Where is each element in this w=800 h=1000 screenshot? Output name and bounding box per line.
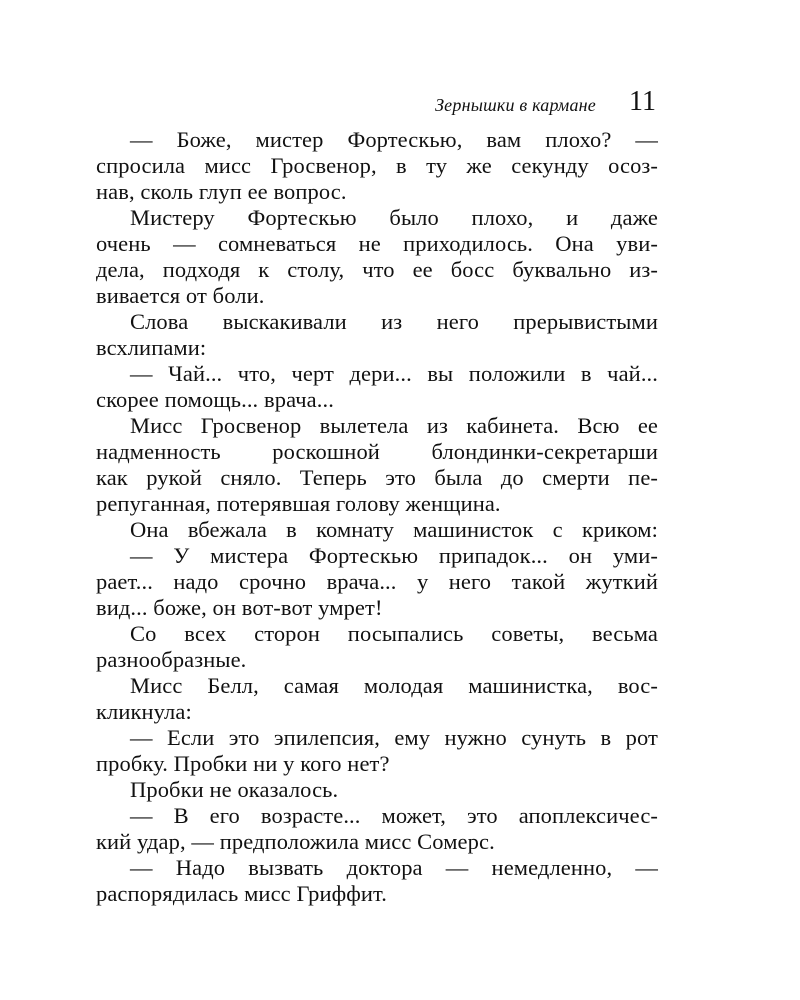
text-line: Мисс Гросвенор вылетела из кабинета. Всю ее [130, 413, 658, 438]
page-number: 11 [629, 86, 656, 117]
text-line: спросила мисс Гросвенор, в ту же секунду осоз- [96, 153, 658, 178]
text-line: Она вбежала в комнату машинисток с криком: [130, 517, 658, 542]
text-line: надменность роскошной блондинки-секретарши [96, 439, 658, 464]
text-line: как рукой сняло. Теперь это была до смерти пе- [96, 465, 658, 490]
text-line: очень — сомневаться не приходилось. Она уви- [96, 231, 658, 256]
text-line: Мисс Белл, самая молодая машинистка, вос- [130, 673, 658, 698]
text-line: нав, сколь глуп ее вопрос. [96, 179, 347, 204]
text-line: кликнула: [96, 699, 192, 724]
text-line: репуганная, потерявшая голову женщина. [96, 491, 501, 516]
text-line: всхлипами: [96, 335, 207, 360]
text-line: разнообразные. [96, 647, 247, 672]
text-line: — Надо вызвать доктора — немедленно, — [130, 855, 658, 880]
text-line: — Боже, мистер Фортескью, вам плохо? — [130, 127, 658, 152]
text-line: — Если это эпилепсия, ему нужно сунуть в рот [130, 725, 658, 750]
text-line: распорядилась мисс Гриффит. [96, 881, 387, 906]
text-line: Пробки не оказалось. [130, 777, 339, 802]
text-line: кий удар, — предположила мисс Сомерс. [96, 829, 495, 854]
text-line: пробку. Пробки ни у кого нет? [96, 751, 390, 776]
running-head [96, 86, 658, 122]
body-text [96, 127, 658, 907]
text-line: — Чай... что, черт дери... вы положили в чай... [130, 361, 658, 386]
text-line: — В его возрасте... может, это апоплексичес- [130, 803, 658, 828]
text-line: скорее помощь... врача... [96, 387, 334, 412]
text-line: вивается от боли. [96, 283, 265, 308]
text-line: дела, подходя к столу, что ее босс буквально из- [96, 257, 658, 282]
text-line: Слова выскакивали из него прерывистыми [130, 309, 658, 334]
text-line: Мистеру Фортескью было плохо, и даже [130, 205, 658, 230]
text-line: Со всех сторон посыпались советы, весьма [130, 621, 658, 646]
text-line: — У мистера Фортескью припадок... он уми- [130, 543, 658, 568]
text-line: рает... надо срочно врача... у него такой жуткий [96, 569, 658, 594]
running-title: Зернышки в кармане [435, 95, 596, 115]
text-line: вид... боже, он вот-вот умрет! [96, 595, 383, 620]
